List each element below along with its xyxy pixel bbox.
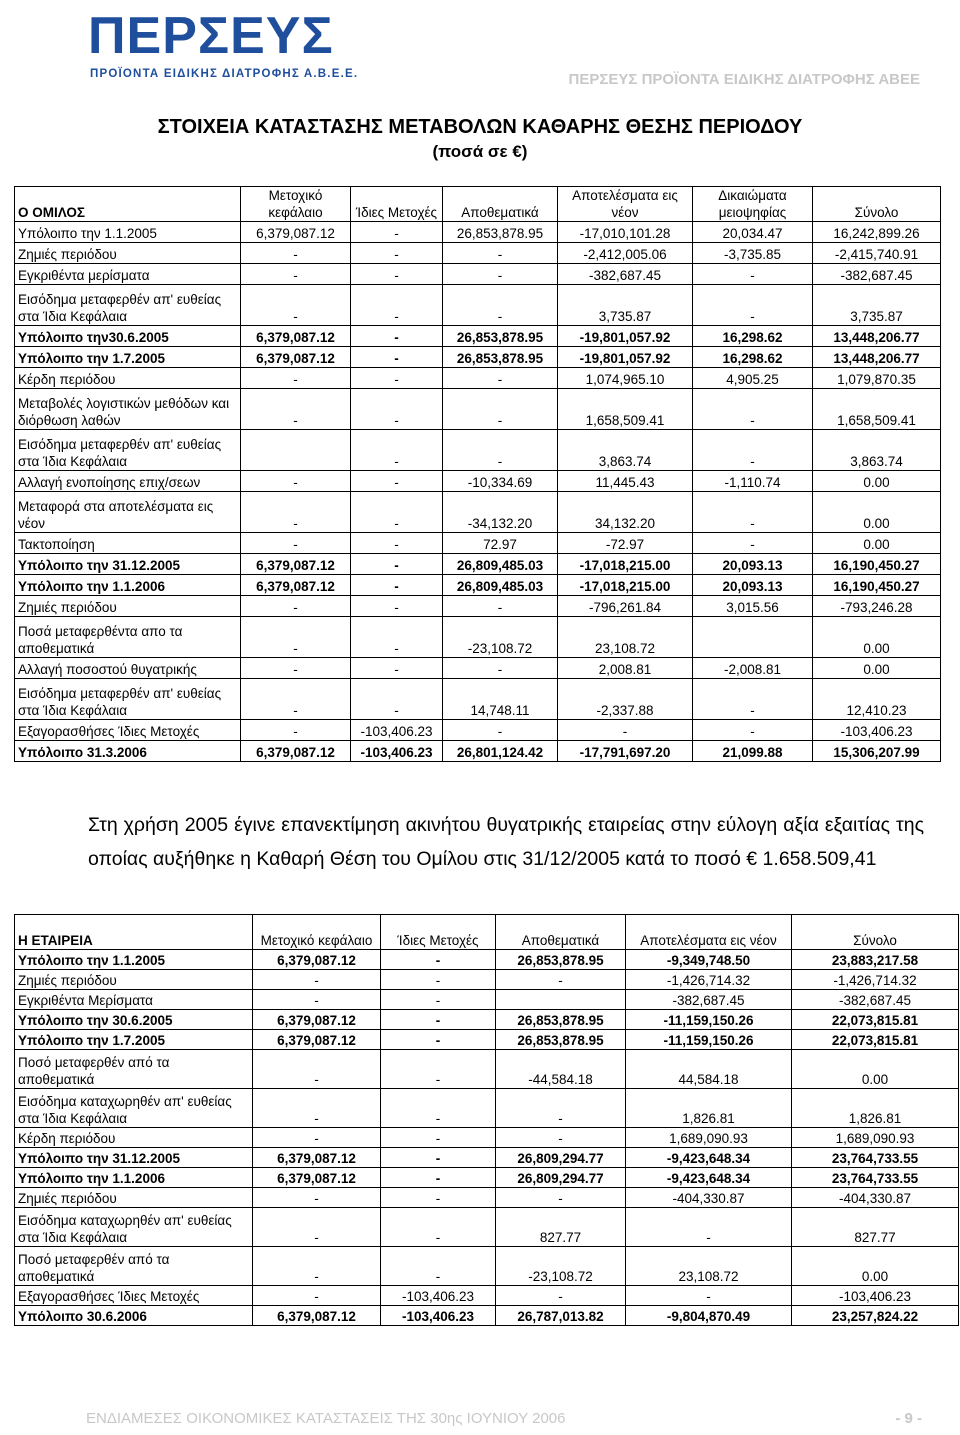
value-cell: - <box>496 1286 626 1306</box>
table-row <box>15 533 941 554</box>
table-row <box>15 1030 959 1050</box>
logo-subtitle: ΠΡΟΪΟΝΤΑ ΕΙΔΙΚΗΣ ΔΙΑΤΡΟΦΗΣ Α.Β.Ε.Ε. <box>90 68 359 80</box>
value-cell: -2,337.88 <box>558 679 693 720</box>
value-cell: 6,379,087.12 <box>253 1148 381 1168</box>
value-cell: - <box>626 1286 792 1306</box>
row-label: Τακτοποίηση <box>15 533 241 554</box>
company-equity-table <box>14 914 959 1326</box>
row-label: Εισόδημα καταχωρηθέν απ' ευθείας στα Ίδια Κεφάλαια <box>15 1089 253 1128</box>
value-cell: -382,687.45 <box>792 990 959 1010</box>
value-cell: - <box>381 1168 496 1188</box>
value-cell: 827.77 <box>496 1208 626 1247</box>
value-cell: - <box>241 596 351 617</box>
value-cell: -382,687.45 <box>813 264 941 285</box>
value-cell: - <box>241 285 351 326</box>
value-cell: 15,306,207.99 <box>813 741 941 762</box>
value-cell: - <box>351 347 443 368</box>
row-label: Κέρδη περιόδου <box>15 368 241 389</box>
value-cell: - <box>351 243 443 264</box>
value-cell: - <box>253 1089 381 1128</box>
table-row <box>15 1247 959 1286</box>
value-cell: - <box>241 679 351 720</box>
row-label: Ποσό μεταφερθέν από τα αποθεματικά <box>15 1050 253 1089</box>
value-cell: - <box>381 1010 496 1030</box>
value-cell: - <box>351 658 443 679</box>
value-cell: 21,099.88 <box>693 741 813 762</box>
value-cell: - <box>381 1050 496 1089</box>
value-cell: - <box>253 1188 381 1208</box>
value-cell: 6,379,087.12 <box>241 575 351 596</box>
value-cell: 23,108.72 <box>558 617 693 658</box>
value-cell: - <box>443 430 558 471</box>
table-row <box>15 1010 959 1030</box>
value-cell: -1,426,714.32 <box>792 970 959 990</box>
value-cell: - <box>443 389 558 430</box>
value-cell: 1,658,509.41 <box>558 389 693 430</box>
column-header: Σύνολο <box>792 915 959 950</box>
value-cell: 6,379,087.12 <box>253 1010 381 1030</box>
row-label: Εγκριθέντα Μερίσματα <box>15 990 253 1010</box>
value-cell: - <box>241 533 351 554</box>
value-cell: - <box>351 430 443 471</box>
value-cell: -382,687.45 <box>558 264 693 285</box>
value-cell: 44,584.18 <box>626 1050 792 1089</box>
value-cell: -17,010,101.28 <box>558 222 693 243</box>
table-row <box>15 990 959 1010</box>
value-cell: - <box>351 554 443 575</box>
table-row <box>15 368 941 389</box>
row-label: Αλλαγή ενοποίησης επιχ/σεων <box>15 471 241 492</box>
value-cell: 23,108.72 <box>626 1247 792 1286</box>
value-cell: 14,748.11 <box>443 679 558 720</box>
value-cell: - <box>351 285 443 326</box>
row-label: Υπόλοιπο την 30.6.2005 <box>15 1010 253 1030</box>
value-cell: - <box>253 1286 381 1306</box>
column-header: Αποθεματικά <box>496 915 626 950</box>
value-cell: -2,412,005.06 <box>558 243 693 264</box>
value-cell: - <box>381 950 496 970</box>
value-cell: -103,406.23 <box>381 1306 496 1326</box>
column-header: Δικαιώματα μειοψηφίας <box>693 187 813 222</box>
value-cell: -9,423,648.34 <box>626 1168 792 1188</box>
value-cell: 16,242,899.26 <box>813 222 941 243</box>
column-header: Αποτελέσματα εις νέον <box>626 915 792 950</box>
value-cell: 6,379,087.12 <box>253 950 381 970</box>
table-row <box>15 554 941 575</box>
table-row <box>15 1188 959 1208</box>
value-cell: - <box>558 720 693 741</box>
value-cell: 26,809,485.03 <box>443 554 558 575</box>
value-cell <box>496 990 626 1010</box>
value-cell: - <box>693 492 813 533</box>
table-row <box>15 679 941 720</box>
value-cell: - <box>351 471 443 492</box>
value-cell: 3,863.74 <box>813 430 941 471</box>
value-cell: - <box>351 222 443 243</box>
value-cell: 1,826.81 <box>792 1089 959 1128</box>
value-cell: 16,190,450.27 <box>813 575 941 596</box>
value-cell: 6,379,087.12 <box>253 1168 381 1188</box>
row-label: Υπόλοιπο 31.3.2006 <box>15 741 241 762</box>
value-cell: -72.97 <box>558 533 693 554</box>
row-label: Ποσά μεταφερθέντα απο τα αποθεματικά <box>15 617 241 658</box>
value-cell: -17,018,215.00 <box>558 554 693 575</box>
value-cell: 20,034.47 <box>693 222 813 243</box>
row-label: Εξαγορασθήσες Ίδιες Μετοχές <box>15 720 241 741</box>
row-label: Εισόδημα καταχωρηθέν απ' ευθείας στα Ίδια Κεφάλαια <box>15 1208 253 1247</box>
value-cell: - <box>381 970 496 990</box>
value-cell: -1,426,714.32 <box>626 970 792 990</box>
value-cell: 6,379,087.12 <box>253 1306 381 1326</box>
value-cell: - <box>241 368 351 389</box>
value-cell: -34,132.20 <box>443 492 558 533</box>
row-label: Εισόδημα μεταφερθέν απ' ευθείας στα Ίδια Κεφάλαια <box>15 430 241 471</box>
value-cell: - <box>351 596 443 617</box>
value-cell: 26,787,013.82 <box>496 1306 626 1326</box>
value-cell: 26,853,878.95 <box>443 347 558 368</box>
page-number: - 9 - <box>895 1410 922 1427</box>
table-row <box>15 1286 959 1306</box>
value-cell: 0.00 <box>813 658 941 679</box>
value-cell: 26,853,878.95 <box>443 222 558 243</box>
value-cell: - <box>693 720 813 741</box>
value-cell: 1,658,509.41 <box>813 389 941 430</box>
value-cell: - <box>381 1128 496 1148</box>
row-label: Μεταβολές λογιστικών μεθόδων και διόρθωση λαθών <box>15 389 241 430</box>
value-cell: 0.00 <box>813 533 941 554</box>
value-cell: 3,015.56 <box>693 596 813 617</box>
row-label: Ποσό μεταφερθέν από τα αποθεματικά <box>15 1247 253 1286</box>
value-cell: -17,018,215.00 <box>558 575 693 596</box>
value-cell: 3,863.74 <box>558 430 693 471</box>
value-cell: -103,406.23 <box>792 1286 959 1306</box>
value-cell: 23,764,733.55 <box>792 1148 959 1168</box>
value-cell: - <box>241 492 351 533</box>
value-cell: -793,246.28 <box>813 596 941 617</box>
value-cell: -2,415,740.91 <box>813 243 941 264</box>
value-cell: - <box>241 243 351 264</box>
value-cell: - <box>693 389 813 430</box>
value-cell: -103,406.23 <box>351 741 443 762</box>
value-cell: 6,379,087.12 <box>241 222 351 243</box>
value-cell: - <box>351 617 443 658</box>
value-cell: - <box>693 679 813 720</box>
table-row <box>15 1089 959 1128</box>
value-cell: - <box>351 326 443 347</box>
row-label: Υπόλοιπο την 1.1.2006 <box>15 1168 253 1188</box>
value-cell: 16,298.62 <box>693 326 813 347</box>
value-cell: 0.00 <box>792 1247 959 1286</box>
value-cell: -2,008.81 <box>693 658 813 679</box>
value-cell: - <box>693 264 813 285</box>
value-cell: - <box>443 596 558 617</box>
value-cell: - <box>241 720 351 741</box>
value-cell: -103,406.23 <box>813 720 941 741</box>
table-row <box>15 389 941 430</box>
value-cell: -404,330.87 <box>626 1188 792 1208</box>
value-cell: 20,093.13 <box>693 575 813 596</box>
value-cell: - <box>351 264 443 285</box>
value-cell: -404,330.87 <box>792 1188 959 1208</box>
table-row <box>15 596 941 617</box>
value-cell: 26,853,878.95 <box>496 1010 626 1030</box>
row-label: Κέρδη περιόδου <box>15 1128 253 1148</box>
value-cell: 26,809,294.77 <box>496 1168 626 1188</box>
value-cell: - <box>351 575 443 596</box>
value-cell: 1,689,090.93 <box>626 1128 792 1148</box>
value-cell: 26,809,485.03 <box>443 575 558 596</box>
row-label: Ζημιές περιόδου <box>15 970 253 990</box>
value-cell: 26,801,124.42 <box>443 741 558 762</box>
table-row <box>15 1208 959 1247</box>
row-label: Υπόλοιπο την 1.1.2006 <box>15 575 241 596</box>
row-label: Υπόλοιπο την30.6.2005 <box>15 326 241 347</box>
table-row <box>15 264 941 285</box>
value-cell: -796,261.84 <box>558 596 693 617</box>
value-cell: 0.00 <box>792 1050 959 1089</box>
table-row <box>15 970 959 990</box>
value-cell: - <box>253 1208 381 1247</box>
value-cell: - <box>381 1148 496 1168</box>
row-label: Υπόλοιπο την 1.1.2005 <box>15 222 241 243</box>
column-header: Ίδιες Μετοχές <box>381 915 496 950</box>
value-cell: 13,448,206.77 <box>813 347 941 368</box>
value-cell: -17,791,697.20 <box>558 741 693 762</box>
value-cell: -9,423,648.34 <box>626 1148 792 1168</box>
value-cell: 6,379,087.12 <box>253 1030 381 1050</box>
value-cell: -382,687.45 <box>626 990 792 1010</box>
value-cell: 23,764,733.55 <box>792 1168 959 1188</box>
value-cell: - <box>443 264 558 285</box>
value-cell: 26,809,294.77 <box>496 1148 626 1168</box>
value-cell: 1,079,870.35 <box>813 368 941 389</box>
value-cell: 26,853,878.95 <box>443 326 558 347</box>
value-cell: - <box>443 720 558 741</box>
column-header: Αποθεματικά <box>443 187 558 222</box>
company-logo <box>88 7 359 84</box>
page-subtitle: (ποσά σε €) <box>432 142 528 161</box>
value-cell: -103,406.23 <box>351 720 443 741</box>
value-cell: - <box>253 1247 381 1286</box>
value-cell: - <box>693 533 813 554</box>
value-cell: 20,093.13 <box>693 554 813 575</box>
value-cell: - <box>351 389 443 430</box>
row-label: Υπόλοιπο 30.6.2006 <box>15 1306 253 1326</box>
value-cell: - <box>693 285 813 326</box>
value-cell: 0.00 <box>813 471 941 492</box>
value-cell: 23,257,824.22 <box>792 1306 959 1326</box>
row-label: Εισόδημα μεταφερθέν απ' ευθείας στα Ίδια Κεφάλαια <box>15 679 241 720</box>
row-label: Ζημιές περιόδου <box>15 1188 253 1208</box>
table-row <box>15 243 941 264</box>
value-cell: - <box>351 679 443 720</box>
table-row <box>15 492 941 533</box>
value-cell: - <box>496 1188 626 1208</box>
table-row <box>15 1148 959 1168</box>
value-cell: 34,132.20 <box>558 492 693 533</box>
table-row <box>15 617 941 658</box>
row-label: Αλλαγή ποσοστού θυγατρικής <box>15 658 241 679</box>
value-cell: 12,410.23 <box>813 679 941 720</box>
row-label: Υπόλοιπο την 1.7.2005 <box>15 347 241 368</box>
value-cell <box>241 430 351 471</box>
column-header: Μετοχικό κεφάλαιο <box>253 915 381 950</box>
value-cell: -10,334.69 <box>443 471 558 492</box>
value-cell: - <box>351 533 443 554</box>
value-cell: - <box>626 1208 792 1247</box>
table-row <box>15 658 941 679</box>
value-cell: - <box>253 1050 381 1089</box>
value-cell: - <box>351 492 443 533</box>
value-cell: 3,735.87 <box>813 285 941 326</box>
value-cell: 26,853,878.95 <box>496 950 626 970</box>
row-label: Υπόλοιπο την 31.12.2005 <box>15 554 241 575</box>
value-cell: 11,445.43 <box>558 471 693 492</box>
row-label: Ζημιές περιόδου <box>15 596 241 617</box>
value-cell: 22,073,815.81 <box>792 1010 959 1030</box>
column-header: Αποτελέσματα εις νέον <box>558 187 693 222</box>
value-cell: 1,074,965.10 <box>558 368 693 389</box>
table-row <box>15 575 941 596</box>
value-cell: -19,801,057.92 <box>558 347 693 368</box>
value-cell: - <box>443 243 558 264</box>
value-cell: - <box>253 970 381 990</box>
value-cell: -44,584.18 <box>496 1050 626 1089</box>
table-row <box>15 720 941 741</box>
value-cell: 6,379,087.12 <box>241 347 351 368</box>
value-cell: 0.00 <box>813 492 941 533</box>
revaluation-note: Στη χρήση 2005 έγινε επανεκτίμηση ακινήτου θυγατρικής εταιρείας στην εύλογη αξία εξαιτίας της οποίας αυξήθηκε η Καθαρή Θέση του Ομίλου στις 31/12/2005 κατά το ποσό € 1.658.509,41 <box>88 814 924 870</box>
value-cell: - <box>241 658 351 679</box>
row-label: Εξαγορασθήσες Ίδιες Μετοχές <box>15 1286 253 1306</box>
value-cell: -19,801,057.92 <box>558 326 693 347</box>
value-cell: -11,159,150.26 <box>626 1030 792 1050</box>
value-cell: - <box>443 368 558 389</box>
group-equity-table <box>14 186 941 762</box>
value-cell: 3,735.87 <box>558 285 693 326</box>
value-cell: - <box>443 658 558 679</box>
row-label: Υπόλοιπο την 31.12.2005 <box>15 1148 253 1168</box>
row-label: Εισόδημα μεταφερθέν απ' ευθείας στα Ίδια Κεφάλαια <box>15 285 241 326</box>
value-cell: -3,735.85 <box>693 243 813 264</box>
page-title: ΣΤΟΙΧΕΙΑ ΚΑΤΑΣΤΑΣΗΣ ΜΕΤΑΒΟΛΩΝ ΚΑΘΑΡΗΣ ΘΕΣΗΣ ΠΕΡΙΟΔΟΥ <box>157 116 803 138</box>
value-cell: - <box>381 990 496 1010</box>
value-cell: 23,883,217.58 <box>792 950 959 970</box>
value-cell: 4,905.25 <box>693 368 813 389</box>
table-row <box>15 1306 959 1326</box>
value-cell: 6,379,087.12 <box>241 554 351 575</box>
header-row <box>15 915 959 950</box>
value-cell: - <box>381 1208 496 1247</box>
value-cell: - <box>496 1089 626 1128</box>
page-footer: ΕΝΔΙΑΜΕΣΕΣ ΟΙΚΟΝΟΜΙΚΕΣ ΚΑΤΑΣΤΑΣΕΙΣ ΤΗΣ 30ης ΙΟΥΝΙΟΥ 2006 <box>86 1410 566 1427</box>
row-label: Εγκριθέντα μερίσματα <box>15 264 241 285</box>
table-row <box>15 741 941 762</box>
value-cell: 6,379,087.12 <box>241 741 351 762</box>
value-cell: - <box>241 471 351 492</box>
table-row <box>15 950 959 970</box>
row-label: Υπόλοιπο την 1.7.2005 <box>15 1030 253 1050</box>
column-header: Ίδιες Μετοχές <box>351 187 443 222</box>
value-cell: - <box>253 1128 381 1148</box>
entity-header: Η ΕΤΑΙΡΕΙΑ <box>15 915 253 950</box>
value-cell <box>693 617 813 658</box>
row-label: Υπόλοιπο την 1.1.2005 <box>15 950 253 970</box>
column-header: Μετοχικό κεφάλαιο <box>241 187 351 222</box>
value-cell: 827.77 <box>792 1208 959 1247</box>
logo-wordmark: ΠΕΡΣΕΥΣ <box>88 7 334 65</box>
value-cell: - <box>693 430 813 471</box>
value-cell: 26,853,878.95 <box>496 1030 626 1050</box>
value-cell: - <box>253 990 381 1010</box>
value-cell: 2,008.81 <box>558 658 693 679</box>
column-header: Σύνολο <box>813 187 941 222</box>
row-label: Ζημιές περιόδου <box>15 243 241 264</box>
table-row <box>15 347 941 368</box>
row-label: Μεταφορά στα αποτελέσματα εις νέον <box>15 492 241 533</box>
value-cell: -103,406.23 <box>381 1286 496 1306</box>
value-cell: 16,190,450.27 <box>813 554 941 575</box>
value-cell: - <box>381 1030 496 1050</box>
table-row <box>15 1050 959 1089</box>
table-row <box>15 430 941 471</box>
value-cell: - <box>381 1188 496 1208</box>
value-cell: -1,110.74 <box>693 471 813 492</box>
value-cell: - <box>241 617 351 658</box>
entity-header: Ο ΟΜΙΛΟΣ <box>15 187 241 222</box>
value-cell: -9,804,870.49 <box>626 1306 792 1326</box>
value-cell: - <box>241 264 351 285</box>
value-cell: 1,826.81 <box>626 1089 792 1128</box>
value-cell: 6,379,087.12 <box>241 326 351 347</box>
value-cell: - <box>381 1089 496 1128</box>
header-company-name: ΠΕΡΣΕΥΣ ΠΡΟΪΟΝΤΑ ΕΙΔΙΚΗΣ ΔΙΑΤΡΟΦΗΣ ΑΒΕΕ <box>568 71 920 88</box>
header-row <box>15 187 941 222</box>
value-cell: -9,349,748.50 <box>626 950 792 970</box>
value-cell: -23,108.72 <box>443 617 558 658</box>
table-row <box>15 285 941 326</box>
value-cell: - <box>241 389 351 430</box>
table-row <box>15 1168 959 1188</box>
value-cell: 16,298.62 <box>693 347 813 368</box>
table-row <box>15 222 941 243</box>
value-cell: 13,448,206.77 <box>813 326 941 347</box>
table-row <box>15 471 941 492</box>
value-cell: 1,689,090.93 <box>792 1128 959 1148</box>
value-cell: - <box>381 1247 496 1286</box>
value-cell: 0.00 <box>813 617 941 658</box>
value-cell: - <box>351 368 443 389</box>
value-cell: -23,108.72 <box>496 1247 626 1286</box>
value-cell: - <box>496 970 626 990</box>
value-cell: 72.97 <box>443 533 558 554</box>
table-row <box>15 326 941 347</box>
value-cell: 22,073,815.81 <box>792 1030 959 1050</box>
value-cell: - <box>443 285 558 326</box>
value-cell: -11,159,150.26 <box>626 1010 792 1030</box>
table-row <box>15 1128 959 1148</box>
value-cell: - <box>496 1128 626 1148</box>
